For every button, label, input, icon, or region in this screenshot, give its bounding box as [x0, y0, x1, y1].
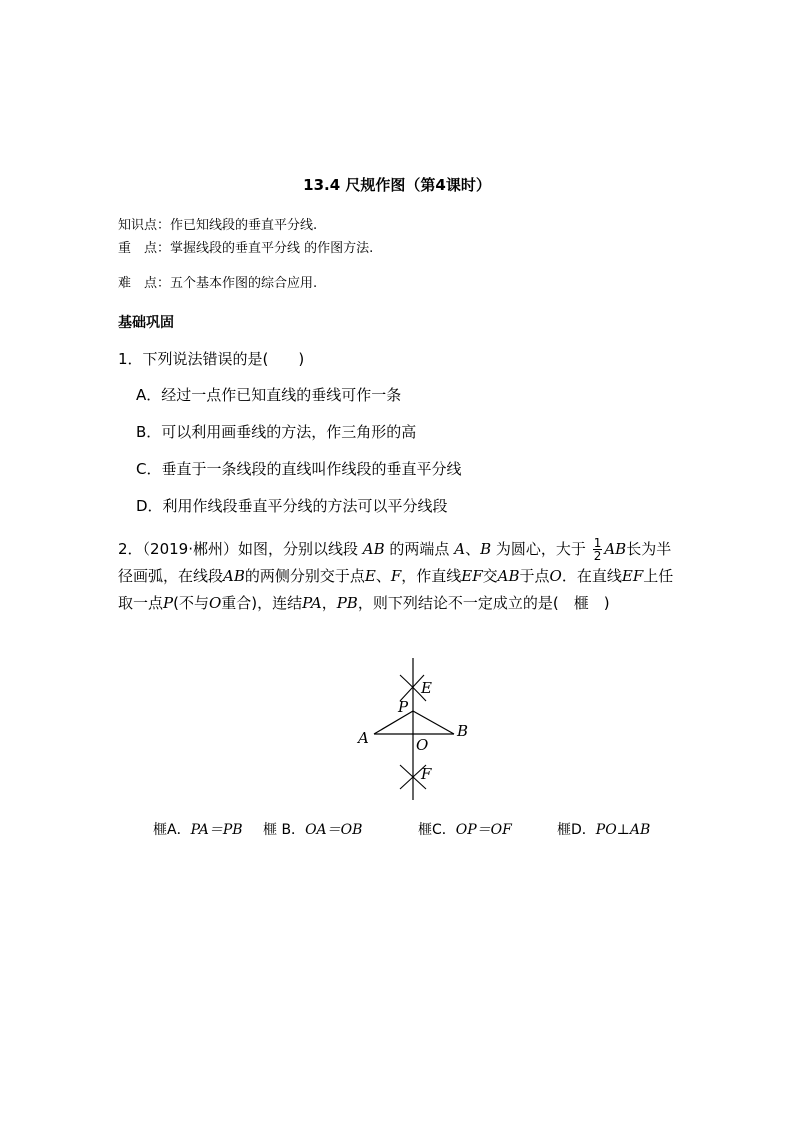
key-point: 重 点：掌握线段的垂直平分线 的作图方法. — [118, 241, 374, 256]
q2-option-a: 榧A．PA＝PB — [153, 822, 243, 838]
label-f: F — [421, 765, 432, 783]
knowledge-point: 知识点：作已知线段的垂直平分线. — [118, 218, 318, 233]
q2-stem: 2．（2019·郴州）如图，分别以线段 AB 的两端点 A、B 为圆心，大于 $\frac{1}{2}$ AB长为半径画弧，在线段AB的两侧分别交于点E、F，作直线EF交AB于点O．在直线EF上任取一点P(不与O重合)，连结PA，PB，则下列结论不一定成立的是( 榧 ) — [118, 536, 674, 612]
q1-option-c: C．垂直于一条线段的直线叫作线段的垂直平分线 — [136, 460, 462, 478]
label-p: P — [398, 698, 409, 716]
q1-option-a: A．经过一点作已知直线的垂线可作一条 — [136, 386, 402, 404]
label-o: O — [416, 736, 429, 754]
q1-stem: 1．下列说法错误的是( ) — [118, 350, 305, 368]
fraction-one-half: $\frac{1}{2}$ — [593, 536, 602, 563]
q1-option-b: B．可以利用画垂线的方法，作三角形的高 — [136, 423, 417, 441]
difficulty-point: 难 点：五个基本作图的综合应用. — [118, 276, 318, 291]
segment-pb — [413, 711, 454, 734]
label-e: E — [421, 679, 432, 697]
label-b: B — [457, 722, 469, 740]
page-title: 13.4 尺规作图（第4课时） — [303, 176, 491, 194]
section-title: 基础巩固 — [118, 315, 174, 331]
q2-option-c: 榧C．OP＝OF — [418, 822, 512, 838]
q1-option-d: D．利用作线段垂直平分线的方法可以平分线段 — [136, 497, 448, 515]
perpendicular-bisector-figure — [350, 655, 480, 805]
q2-option-d: 榧D．PO⊥AB — [557, 822, 651, 838]
q2-option-b: 榧 B．OA＝OB — [263, 822, 363, 838]
label-a: A — [358, 729, 369, 747]
